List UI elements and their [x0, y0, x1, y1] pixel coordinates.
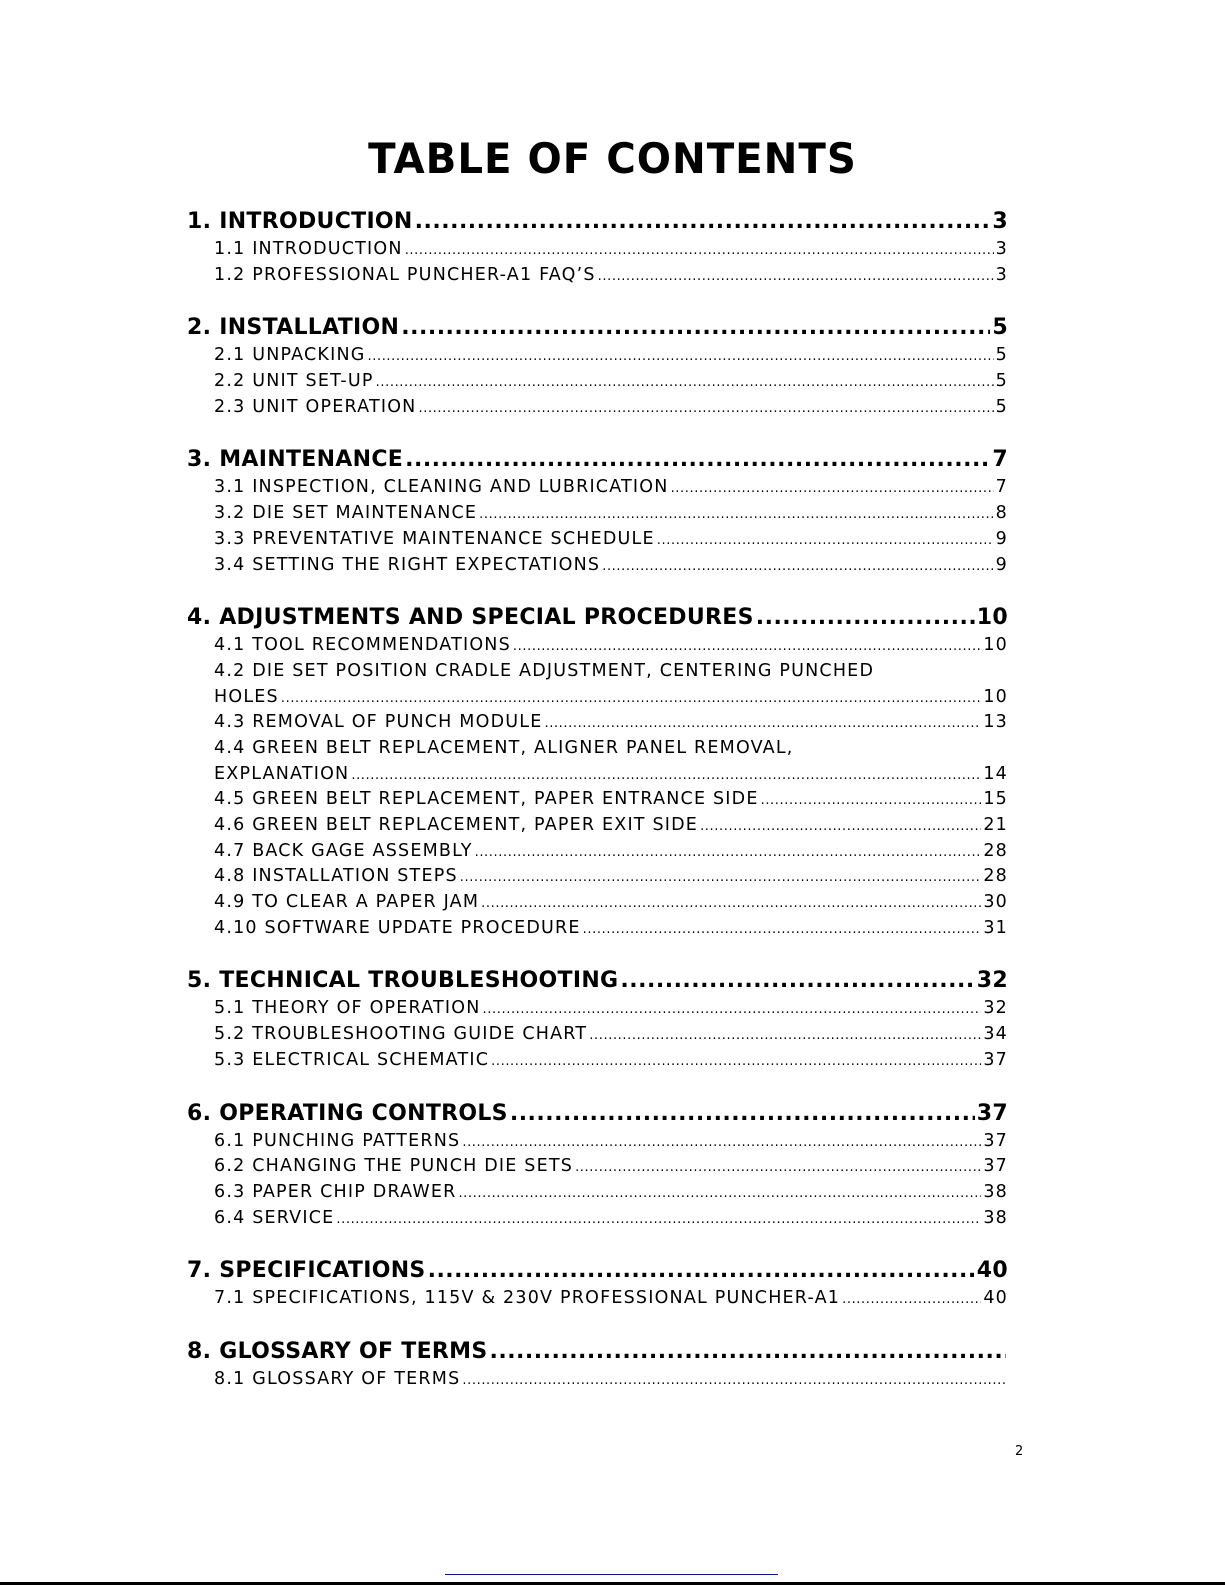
- toc-entry-level2[interactable]: [187, 1154, 1008, 1180]
- toc-entry-title: 2. INSTALLATION: [187, 315, 400, 341]
- toc-entry-page: 3: [995, 239, 1008, 259]
- dot-leader: [481, 891, 981, 916]
- toc-entry-title: EXPLANATION: [214, 763, 350, 784]
- toc-entry-page: 38: [983, 1207, 1008, 1228]
- toc-section: [187, 206, 1008, 288]
- toc-entry-page: 38: [983, 1181, 1008, 1202]
- toc-entry-level2[interactable]: [187, 864, 1008, 890]
- toc-entry-page: 14: [983, 763, 1008, 784]
- toc-entry-page: 5: [995, 345, 1008, 366]
- toc-entry-title: 5. TECHNICAL TROUBLESHOOTING: [187, 968, 619, 994]
- toc-entry-page: 32: [983, 998, 1008, 1019]
- toc-entry-title: 7. SPECIFICATIONS: [187, 1258, 426, 1284]
- toc-entry-title: 4.1 TOOL RECOMMENDATIONS: [214, 635, 511, 656]
- dot-leader: [336, 1207, 981, 1232]
- toc-entry-page: 37: [976, 1100, 1008, 1126]
- toc-entry-page: 10: [983, 686, 1008, 707]
- toc-entry-level2[interactable]: [187, 527, 1008, 553]
- toc-entry-level1[interactable]: [187, 312, 1008, 343]
- toc-entry-title: 6. OPERATING CONTROLS: [187, 1100, 508, 1126]
- toc-entry-title: 8. GLOSSARY OF TERMS: [187, 1338, 488, 1364]
- toc-entry-title: 7.1 SPECIFICATIONS, 115V & 230V PROFESSIONAL PUNCHER-A1: [214, 1288, 841, 1309]
- toc-entry-page: 28: [983, 840, 1008, 861]
- dot-leader: [351, 763, 981, 788]
- toc-entry-title: 4.7 BACK GAGE ASSEMBLY: [214, 840, 473, 861]
- toc-entry-level1[interactable]: [187, 602, 1008, 633]
- dot-leader: [671, 476, 994, 501]
- dot-leader: [510, 1098, 975, 1129]
- toc-entry-level2[interactable]: [187, 1180, 1008, 1206]
- toc-entry-page: 7: [995, 477, 1008, 498]
- dot-leader: [405, 238, 994, 263]
- toc-entry-title: 6.1 PUNCHING PATTERNS: [214, 1130, 461, 1151]
- dot-leader: [589, 1023, 981, 1048]
- dot-leader: [842, 1287, 981, 1312]
- toc-entry-title: 3.3 PREVENTATIVE MAINTENANCE SCHEDULE: [214, 528, 655, 549]
- toc-entry-title: 4.3 REMOVAL OF PUNCH MODULE: [214, 712, 543, 733]
- dot-leader: [460, 865, 982, 890]
- toc-entry-level2[interactable]: [187, 237, 1008, 263]
- toc-entry-page: 10: [983, 635, 1008, 656]
- toc-entry-title: 8.1 GLOSSARY OF TERMS: [214, 1368, 461, 1389]
- toc-entry-level2[interactable]: [187, 996, 1008, 1022]
- toc-entry-title: 3.1 INSPECTION, CLEANING AND LUBRICATION: [214, 477, 669, 498]
- toc-entry-title: 3.2 DIE SET MAINTENANCE: [214, 503, 478, 524]
- toc-entry-page: 40: [976, 1258, 1008, 1284]
- toc-entry-page: 9: [995, 528, 1008, 549]
- toc-entry-title: 4. ADJUSTMENTS AND SPECIAL PROCEDURES: [187, 605, 754, 631]
- toc-entry-level1[interactable]: [187, 206, 1008, 237]
- dot-leader: [401, 312, 990, 343]
- toc-entry-level1[interactable]: [187, 1255, 1008, 1286]
- dot-leader: [479, 502, 993, 527]
- toc-entry-page: 32: [976, 968, 1008, 994]
- dot-leader: [418, 396, 993, 421]
- toc-entry-level1[interactable]: [187, 444, 1008, 475]
- toc-entry-page: 37: [983, 1130, 1008, 1151]
- toc-entry-title: 5.3 ELECTRICAL SCHEMATIC: [214, 1049, 490, 1070]
- toc-entry-title-line1[interactable]: 4.2 DIE SET POSITION CRADLE ADJUSTMENT, CENTERING PUNCHED: [214, 660, 875, 681]
- toc-entry-page: 3: [995, 264, 1008, 285]
- dot-leader: [575, 1155, 981, 1180]
- toc-section: [187, 602, 1008, 941]
- dot-leader: [491, 1049, 981, 1074]
- dot-leader: [761, 788, 982, 813]
- toc-section: [187, 312, 1008, 420]
- dot-leader: [756, 602, 975, 633]
- dot-leader: [483, 997, 982, 1022]
- toc-entry-page: 37: [983, 1156, 1008, 1177]
- dot-leader: [657, 528, 994, 553]
- toc-entry-level2[interactable]: [187, 1206, 1008, 1232]
- toc-entry-level2[interactable]: [187, 890, 1008, 916]
- toc-entry-title: 1.2 PROFESSIONAL PUNCHER-A1 FAQ’S: [214, 264, 596, 285]
- toc-entry-page: 34: [983, 1024, 1008, 1045]
- table-of-contents: [187, 206, 1008, 1417]
- toc-entry-level2[interactable]: [187, 839, 1008, 865]
- dot-leader: [602, 554, 993, 579]
- toc-entry-page: 9: [995, 554, 1008, 575]
- dot-leader: [376, 370, 994, 395]
- toc-entry-title: 1. INTRODUCTION: [187, 209, 413, 234]
- toc-entry-title: 5.1 THEORY OF OPERATION: [214, 998, 481, 1019]
- toc-section: [187, 1098, 1008, 1232]
- toc-entry-title: 4.10 SOFTWARE UPDATE PROCEDURE: [214, 917, 581, 938]
- toc-entry-level2[interactable]: [187, 369, 1008, 395]
- toc-entry-level2[interactable]: [187, 1367, 1008, 1393]
- toc-entry-level1[interactable]: [187, 1098, 1008, 1129]
- toc-entry-page: 40: [983, 1288, 1008, 1309]
- toc-entry-level2[interactable]: [187, 263, 1008, 289]
- toc-entry-page: 30: [983, 892, 1008, 913]
- toc-section: [187, 1255, 1008, 1312]
- toc-entry-page: 5: [992, 315, 1008, 341]
- toc-entry-level2[interactable]: [187, 475, 1008, 501]
- toc-entry-level2[interactable]: [187, 1286, 1008, 1312]
- dot-leader: [462, 1368, 1006, 1393]
- toc-entry-title: 2.1 UNPACKING: [214, 345, 366, 366]
- toc-entry-level2[interactable]: [187, 787, 1008, 813]
- toc-entry-page: 37: [983, 1049, 1008, 1070]
- dot-leader: [405, 444, 990, 475]
- toc-entry-page: 28: [983, 866, 1008, 887]
- toc-entry-page: 5: [995, 371, 1008, 392]
- toc-entry-page: 21: [983, 815, 1008, 835]
- toc-entry-title: 3.4 SETTING THE RIGHT EXPECTATIONS: [214, 554, 601, 575]
- dot-leader: [544, 711, 981, 736]
- footer-link-rule: [445, 1574, 778, 1575]
- toc-entry-page: 5: [995, 396, 1008, 417]
- dot-leader: [368, 344, 994, 369]
- dot-leader: [458, 1181, 981, 1206]
- toc-entry-title: 4.8 INSTALLATION STEPS: [214, 866, 458, 887]
- dot-leader: [598, 264, 994, 289]
- toc-entry-title: 4.6 GREEN BELT REPLACEMENT, PAPER EXIT SIDE: [214, 815, 699, 835]
- toc-entry-level2[interactable]: [187, 685, 1008, 711]
- toc-entry-page: 3: [992, 209, 1008, 234]
- toc-section: [187, 1336, 1008, 1393]
- toc-entry-level1[interactable]: [187, 1336, 1008, 1367]
- dot-leader: [428, 1255, 975, 1286]
- toc-entry-level2[interactable]: [187, 553, 1008, 579]
- dot-leader: [700, 814, 981, 839]
- toc-entry-title: 2.3 UNIT OPERATION: [214, 396, 417, 417]
- dot-leader: [489, 1336, 1006, 1367]
- toc-entry-title: 4.5 GREEN BELT REPLACEMENT, PAPER ENTRANCE SIDE: [214, 789, 759, 810]
- toc-entry-title: 3. MAINTENANCE: [187, 447, 404, 473]
- dot-leader: [583, 917, 982, 942]
- toc-entry-title: 6.3 PAPER CHIP DRAWER: [214, 1181, 457, 1202]
- toc-entry-level2[interactable]: [187, 343, 1008, 369]
- page-number: 2: [1015, 1444, 1024, 1459]
- dot-leader: [415, 206, 991, 237]
- toc-entry-level2[interactable]: [187, 501, 1008, 527]
- toc-entry-title: 4.9 TO CLEAR A PAPER JAM: [214, 892, 480, 913]
- toc-entry-title: 1.1 INTRODUCTION: [214, 239, 403, 259]
- toc-section: [187, 965, 1008, 1073]
- toc-entry-level2[interactable]: [187, 395, 1008, 421]
- toc-entry-page: 8: [995, 503, 1008, 524]
- dot-leader: [620, 965, 974, 996]
- dot-leader: [475, 840, 982, 865]
- toc-entry-page: 13: [983, 712, 1008, 733]
- toc-entry-title: 6.2 CHANGING THE PUNCH DIE SETS: [214, 1156, 574, 1177]
- page-title: TABLE OF CONTENTS: [368, 134, 857, 183]
- dot-leader: [462, 1130, 981, 1155]
- toc-entry-page: 15: [983, 789, 1008, 810]
- toc-entry-level2[interactable]: [187, 813, 1008, 839]
- toc-entry-level2[interactable]: [187, 1022, 1008, 1048]
- toc-section: [187, 444, 1008, 578]
- toc-entry-title: 5.2 TROUBLESHOOTING GUIDE CHART: [214, 1024, 588, 1045]
- toc-entry-page: 7: [992, 447, 1008, 473]
- toc-entry-level2[interactable]: [187, 633, 1008, 659]
- dot-leader: [513, 634, 981, 659]
- toc-entry-level2[interactable]: [187, 1129, 1008, 1155]
- toc-entry-page: 31: [983, 917, 1008, 938]
- toc-entry-level2[interactable]: [187, 710, 1008, 736]
- toc-entry-level2[interactable]: [187, 916, 1008, 942]
- toc-entry-level2[interactable]: [187, 1048, 1008, 1074]
- toc-entry-title: HOLES: [214, 686, 279, 707]
- toc-entry-level2[interactable]: [187, 762, 1008, 788]
- toc-entry-page: 10: [976, 605, 1008, 631]
- dot-leader: [281, 686, 981, 711]
- toc-entry-title: 6.4 SERVICE: [214, 1207, 335, 1228]
- toc-entry-title-line1[interactable]: 4.4 GREEN BELT REPLACEMENT, ALIGNER PANEL REMOVAL,: [214, 737, 794, 758]
- toc-entry-level1[interactable]: [187, 965, 1008, 996]
- toc-entry-title: 2.2 UNIT SET-UP: [214, 371, 374, 392]
